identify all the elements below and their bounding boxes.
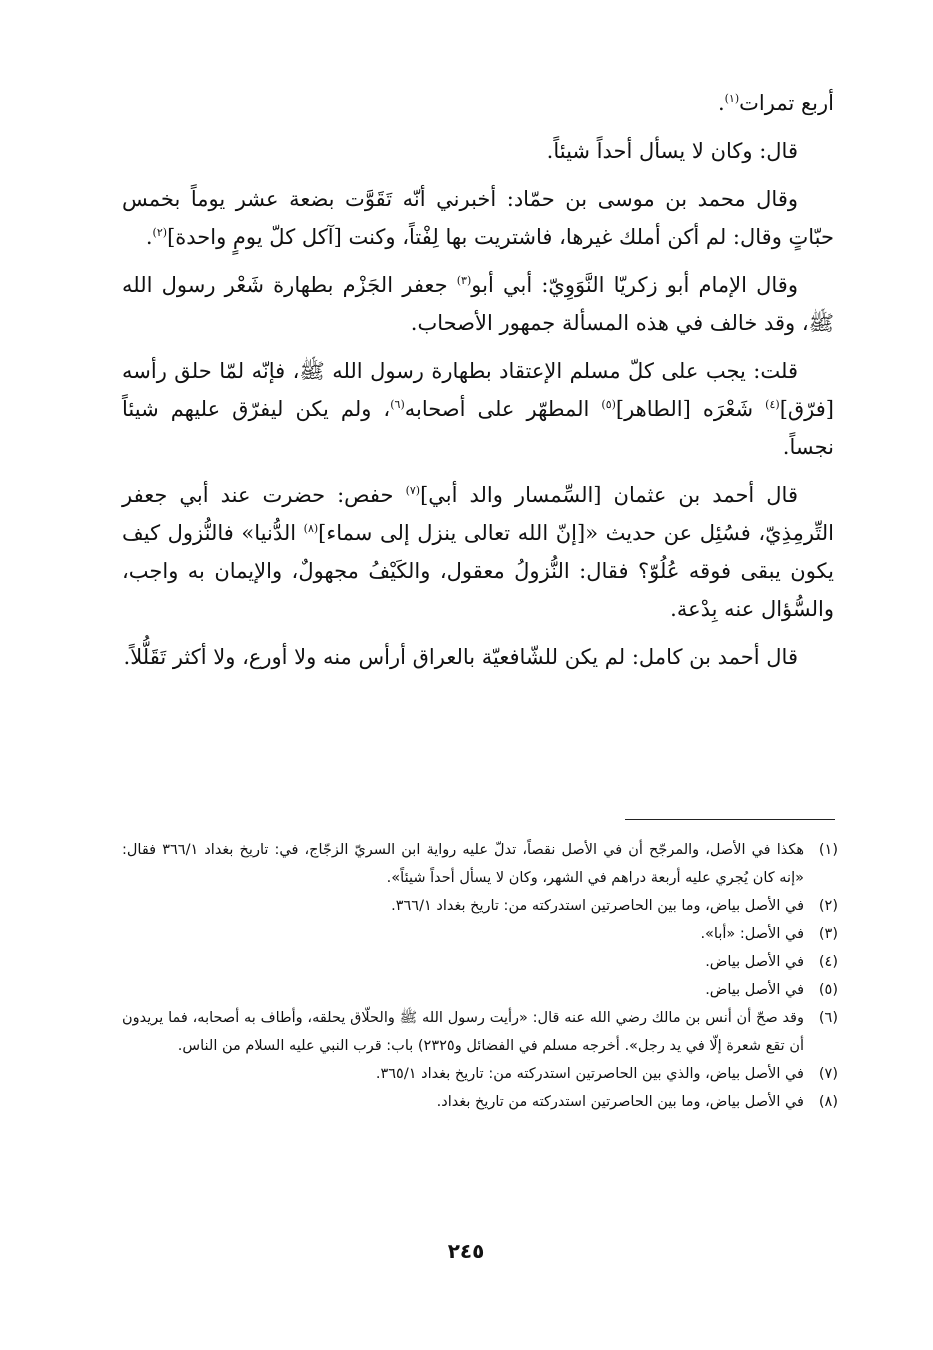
paragraph-tail: . — [717, 91, 725, 115]
footnote-ref-1: (١) — [724, 92, 740, 105]
footnote-ref-3: (٣) — [456, 274, 472, 287]
footnote-number: (١) — [818, 842, 838, 858]
paragraph-2 — [122, 132, 834, 170]
footnote-text: في الأصل بياض، وما بين الحاصرتين استدركته من تاريخ بغداد. — [436, 1094, 804, 1110]
paragraph-3 — [122, 180, 834, 256]
footnote-ref-4: (٤) — [765, 398, 780, 411]
paragraph-4 — [122, 266, 834, 342]
paragraph-text: وقال الإمام أبو زكريّا النَّوَوِيّ: أبي أبو — [471, 273, 798, 297]
footnote-ref-6: (٦) — [390, 398, 405, 411]
footnote-number: (٣) — [818, 926, 838, 942]
paragraph-text: قلت: يجب على كلّ مسلم الإعتقاد بطهارة رسول الله ﷺ، فإنّه لمّا حلق رأسه [فرّق] — [122, 359, 834, 421]
footnote-3 — [122, 920, 838, 948]
footnote-number: (٤) — [818, 954, 838, 970]
footnote-number: (٨) — [818, 1094, 838, 1110]
paragraph-text: قال أحمد بن عثمان [السِّمسار والد أبي] — [420, 483, 798, 507]
footnote-1 — [122, 836, 838, 892]
main-text — [122, 84, 834, 686]
paragraph-mid: المطهّر على أصحابه — [404, 397, 602, 421]
footnote-ref-2: (٢) — [152, 226, 168, 239]
paragraph-6 — [122, 476, 834, 628]
footnote-6 — [122, 1004, 838, 1060]
footnote-2 — [122, 892, 838, 920]
footnote-number: (٢) — [818, 898, 838, 914]
footnote-number: (٦) — [818, 1010, 838, 1026]
footnote-text: وقد صحّ أن أنس بن مالك رضي الله عنه قال: «رأيت رسول الله ﷺ والحلّاق يحلقه، وأطاف به أصحابه، فما يريدون أن تقع شعرة إلّا في يد رجل». أخرجه مسلم في الفضائل و٢٣٢٥) باب: قرب النبي عليه السلام من الناس. — [122, 1010, 804, 1054]
footnote-separator — [625, 819, 835, 820]
footnote-ref-5: (٥) — [601, 398, 616, 411]
paragraph-tail: . — [145, 225, 153, 249]
paragraph-7 — [122, 638, 834, 676]
paragraph-5 — [122, 352, 834, 466]
paragraph-1 — [122, 84, 834, 122]
paragraph-text: وقال محمد بن موسى بن حمّاد: أخبرني أنّه تَقَوَّت بضعة عشر يوماً بخمس حبّاتٍ وقال: لم أكن أملك غيرها، فاشتريت بها لِفْتاً، وكنت [آكل كلّ يومٍ واحدة] — [122, 187, 834, 249]
paragraph-text: قال أحمد بن كامل: لم يكن للشّافعيّة بالعراق أرأس منه ولا أورع، ولا أكثر تَقَلُّلاً. — [123, 645, 798, 669]
footnote-text: هكذا في الأصل، والمرجّح أن في الأصل نقصاً، تدلّ عليه رواية ابن السريّ الزجّاج، في: تاريخ بغداد ٣٦٦/١ فقال: «إنه كان يُجري عليه أربعة دراهم في الشهر، وكان لا يسأل أحداً شيئاً». — [122, 842, 804, 886]
footnote-5 — [122, 976, 838, 1004]
paragraph-tail: جعفر الجَزْم بطهارة شَعْر رسول الله ﷺ، وقد خالف في هذه المسألة جمهور الأصحاب. — [122, 273, 834, 335]
paragraph-tail: الدُّنيا» فالنُّزول كيف يكون يبقى فوقه عُلُوّ؟ فقال: النُّزولُ معقول، والكَيْفُ مجهولٌ، والإيمان به واجب، والسُّؤال عنه بِدْعة. — [122, 521, 834, 621]
footnote-number: (٥) — [818, 982, 838, 998]
paragraph-text: أربع تمرات — [739, 91, 834, 115]
footnote-text: في الأصل بياض، والذي بين الحاصرتين استدركته من: تاريخ بغداد ٣٦٥/١. — [375, 1066, 804, 1082]
footnote-number: (٧) — [818, 1066, 838, 1082]
footnote-text: في الأصل بياض. — [705, 954, 804, 970]
footnote-4 — [122, 948, 838, 976]
footnote-7 — [122, 1060, 838, 1088]
footnote-text: في الأصل بياض. — [705, 982, 804, 998]
footnote-8 — [122, 1088, 838, 1116]
footnote-text: في الأصل بياض، وما بين الحاصرتين استدركته من: تاريخ بغداد ٣٦٦/١. — [391, 898, 804, 914]
footnote-ref-8: (٨) — [303, 522, 319, 535]
paragraph-mid: حفص: حضرت عند أبي جعفر التِّرمِذِيّ، فسُئِل عن حديث «[إنّ الله تعالى ينزل إلى سماء] — [122, 483, 834, 545]
page-number: ٢٤٥ — [447, 1239, 485, 1263]
paragraph-tail: ، ولم يكن ليفرّق عليهم شيئاً نجساً. — [122, 397, 834, 459]
footnote-ref-7: (٧) — [405, 484, 421, 497]
footnotes — [122, 836, 838, 1116]
footnote-text: في الأصل: «أبا». — [700, 926, 804, 942]
paragraph-mid: شَعْرَه [الطاهر] — [615, 397, 766, 421]
paragraph-text: قال: وكان لا يسأل أحداً شيئاً. — [546, 139, 798, 163]
